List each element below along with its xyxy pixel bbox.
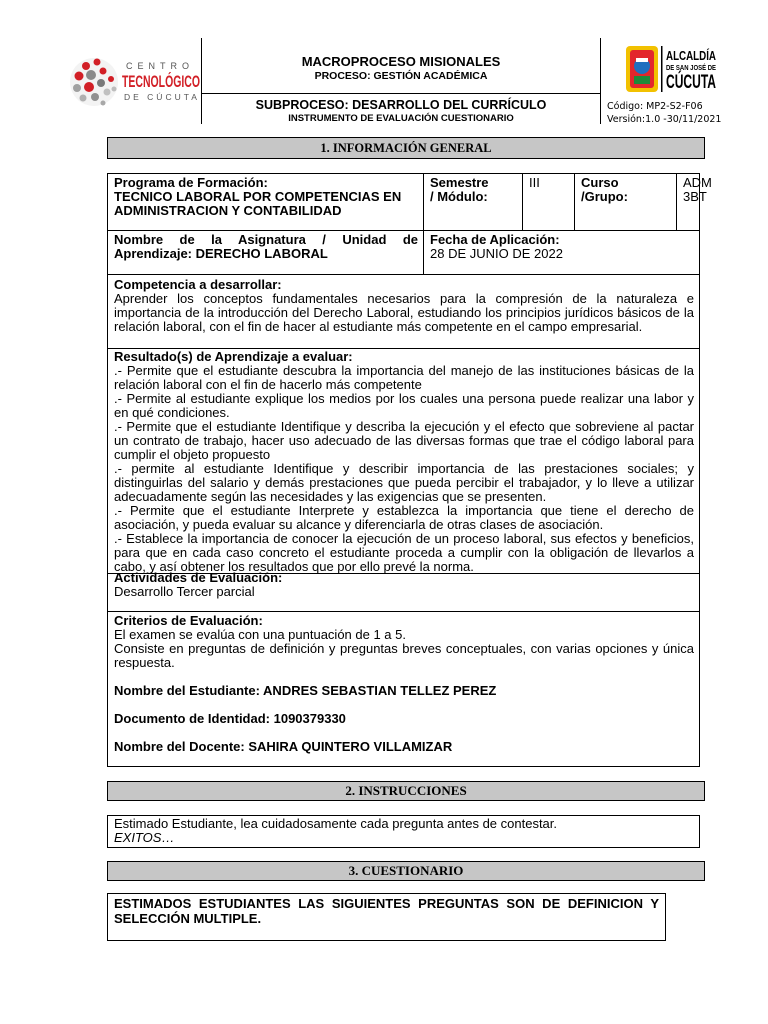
table-row-divider [108, 230, 699, 231]
table-row-divider [108, 274, 699, 275]
result-item: .- Permite al estudiante explique los medios por los cuales una persona puede realizar una labor y en qué condiciones. [114, 391, 694, 420]
teacher-name: Nombre del Docente: SAHIRA QUINTERO VILLAMIZAR [114, 739, 453, 754]
competence-label: Competencia a desarrollar: [114, 277, 282, 292]
activities-value: Desarrollo Tercer parcial [114, 584, 255, 599]
header-rule [201, 93, 601, 94]
questionnaire-intro-box [107, 893, 666, 941]
table-col-divider [676, 174, 677, 231]
header-process: PROCESO: GESTIÓN ACADÉMICA [314, 70, 488, 82]
logo-line-1: CENTRO [126, 61, 194, 71]
student-id: Documento de Identidad: 1090379330 [114, 711, 346, 726]
questionnaire-intro-text: ESTIMADOS ESTUDIANTES LAS SIGUIENTES PREGUNTAS SON DE DEFINICION Y SELECCIÓN MULTIPLE. [114, 896, 659, 926]
instructions-text: Estimado Estudiante, lea cuidadosamente cada pregunta antes de contestar. [114, 816, 558, 831]
course-value-1: ADM [683, 175, 712, 190]
table-col-divider [522, 174, 523, 231]
course-value-2: 3BT [683, 189, 707, 204]
result-item: .- Permite que el estudiante descubra la importancia del manejo de las instituciones básicas de la relación laboral con el fin de hacerlo más competente [114, 363, 694, 392]
result-item: .- Permite que el estudiante Identifique y describa la ejecución y el efecto que sobreviene al pactar un contrato de trabajo, hacer uso adecuado de las diversas formas que trae el código laboral para cumplir el objeto propuesto [114, 419, 694, 462]
program-label: Programa de Formación: [114, 175, 268, 190]
instructions-box [107, 815, 700, 848]
header-instrument: INSTRUMENTO DE EVALUACIÓN CUESTIONARIO [288, 113, 514, 124]
header-subprocess: SUBPROCESO: DESARROLLO DEL CURRÍCULO [255, 98, 547, 112]
instructions-closing: EXITOS… [114, 830, 175, 845]
section-2-header: 2. INSTRUCCIONES [107, 781, 705, 801]
criteria-line-1: El examen se evalúa con una puntuación de 1 a 5. [114, 627, 406, 642]
results-label: Resultado(s) de Aprendizaje a evaluar: [114, 349, 353, 364]
section-3-header: 3. CUESTIONARIO [107, 861, 705, 881]
subject-label: Nombre de la Asignatura / Unidad de [114, 232, 418, 247]
criteria-line-2: Consiste en preguntas de definición y preguntas breves conceptuales, con varias opciones y única respuesta. [114, 641, 694, 670]
program-value-line1: TECNICO LABORAL POR COMPETENCIAS EN [114, 189, 402, 204]
semester-label: Semestre [430, 175, 489, 190]
document-code: Código: MP2-S2-F06 [607, 101, 703, 112]
document-version: Versión:1.0 -30/11/2021 [607, 114, 722, 125]
date-value: 28 DE JUNIO DE 2022 [430, 246, 563, 261]
table-row-divider [108, 611, 699, 612]
logo-line-3: DE CÚCUTA [124, 92, 200, 102]
program-value-line2: ADMINISTRACION Y CONTABILIDAD [114, 203, 342, 218]
results-list [114, 364, 694, 574]
semester-label-2: / Módulo: [430, 189, 488, 204]
competence-text: Aprender los conceptos fundamentales necesarios para la compresión de la naturaleza e importancia de la introducción del Derecho Laboral, estudiando los principios jurídicos básicos de la relación laboral, con el fin de hacer al estudiante más competente en el campo empresarial. [114, 291, 694, 334]
date-label: Fecha de Aplicación: [430, 232, 560, 247]
table-col-divider [423, 174, 424, 275]
semester-value: III [529, 175, 540, 190]
result-item: .- permite al estudiante Identifique y describir importancia de las prestaciones sociales; y distinguirlas del salario y demás prestaciones que pueda percibir el trabajador, y lo lleve a utilizar adecuadamente según las necesidades y las exigencias que se presenten. [114, 461, 694, 504]
table-col-divider [574, 174, 575, 231]
general-info-table [107, 173, 712, 767]
subject-value: Aprendizaje: DERECHO LABORAL [114, 246, 328, 261]
header-title: MACROPROCESO MISIONALES [301, 54, 501, 69]
course-label: Curso [581, 175, 619, 190]
coat-of-arms-icon [626, 46, 658, 92]
result-item: .- Establece la importancia de conocer la ejecución de un proceso laboral, sus efectos y beneficios, para que en cada caso concreto el estudiante proceda a cumplir con la obligación de llevarlos a cabo, y así obtener los resultados que por ello prevé la norma. [114, 531, 694, 574]
section-1-header: 1. INFORMACIÓN GENERAL [107, 137, 705, 159]
student-name: Nombre del Estudiante: ANDRES SEBASTIAN TELLEZ PEREZ [114, 683, 497, 698]
logo-line-2: TECNOLÓGICO [122, 72, 200, 91]
activities-label: Actividades de Evaluación: [114, 570, 283, 585]
alcaldia-line-3: CÚCUTA [666, 72, 745, 93]
alcaldia-line-2: DE SAN JOSÉ DE [666, 65, 725, 72]
course-label-2: /Grupo: [581, 189, 628, 204]
result-item: .- Permite que el estudiante Interprete y establezca la importancia que tiene el derecho de asociación, y pueda evaluar su alcance y diferenciarla de otras clases de asociación. [114, 503, 694, 532]
centro-tecnologico-logo [66, 52, 202, 114]
alcaldia-cucuta-logo [622, 44, 745, 96]
criteria-label: Criterios de Evaluación: [114, 613, 263, 628]
alcaldia-line-1: ALCALDÍA [666, 48, 717, 63]
dotted-sphere-icon [70, 58, 118, 106]
